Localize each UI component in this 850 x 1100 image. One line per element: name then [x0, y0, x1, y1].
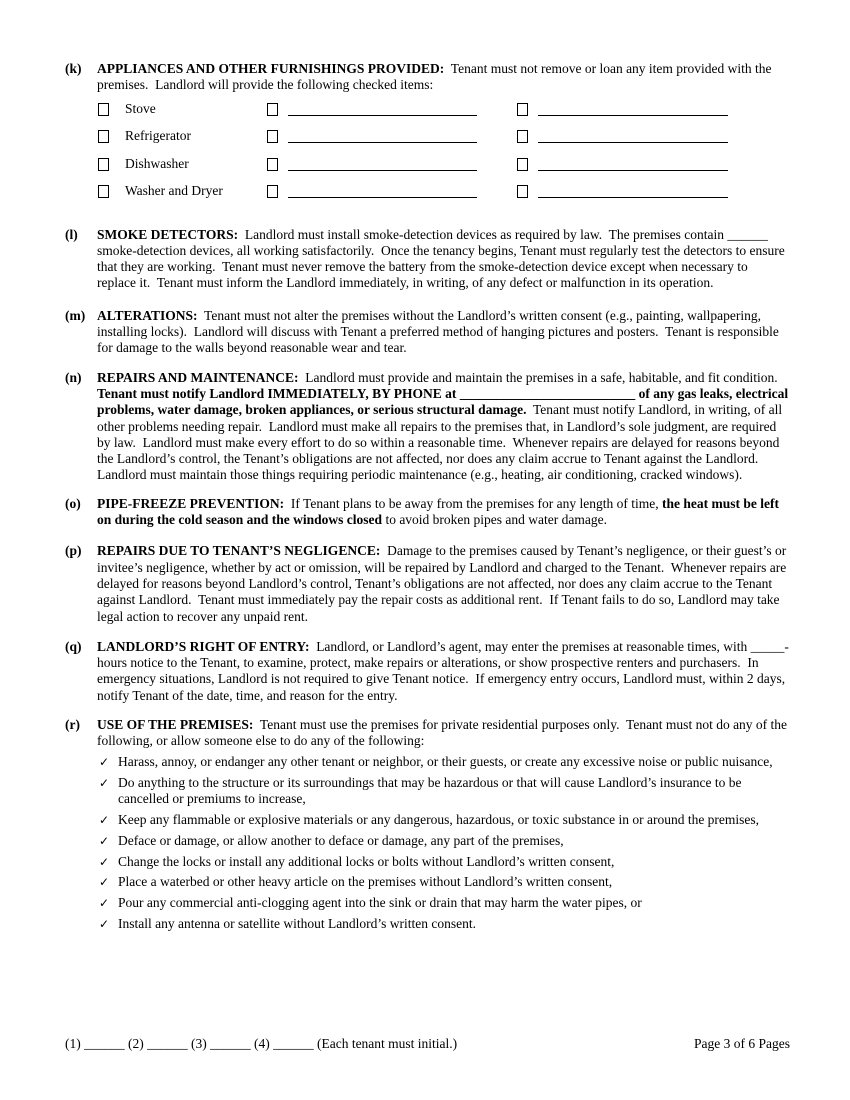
- blank-line[interactable]: [288, 157, 477, 171]
- section-text: Damage to the premises caused by Tenant’s negligence, or their guest’s or invitee’s negligence, whether by act or omission, will be repaired by Landlord and charged to the Tenant. Whenever repairs are delayed for reasons beyond Landlord’s control, Tenant’s obligations are not affected, nor does any claim accrue to the Tenant against Landlord. Tenant must immediately pay the repair costs as additional rent. If Tenant fails to do so, Landlord may take legal action to recover any unpaid rent.: [97, 543, 790, 624]
- list-item: [97, 812, 790, 828]
- check-icon: ✓: [99, 813, 110, 827]
- list-item: [97, 874, 790, 890]
- section-title: LANDLORD’S RIGHT OF ENTRY:: [97, 638, 310, 654]
- section-title: REPAIRS DUE TO TENANT’S NEGLIGENCE:: [97, 543, 381, 559]
- list-item: [97, 754, 790, 770]
- blank-line[interactable]: [538, 157, 728, 171]
- checkbox[interactable]: [267, 130, 278, 143]
- check-icon: ✓: [99, 896, 110, 911]
- section-text: Landlord must provide and maintain the premises in a safe, habitable, and fit condition.: [298, 369, 785, 385]
- tenant-initials-line[interactable]: (1) ______ (2) ______ (3) ______ (4) ______ (Each tenant must initial.): [65, 1036, 458, 1051]
- checkbox[interactable]: [267, 103, 278, 116]
- section-title: USE OF THE PREMISES:: [97, 717, 254, 733]
- check-icon: ✓: [99, 775, 110, 790]
- section-alterations: [65, 308, 790, 357]
- section-repairs-maintenance: [65, 370, 790, 484]
- section-paragraph: [97, 370, 790, 484]
- section-title: SMOKE DETECTORS:: [97, 226, 239, 242]
- appliance-label: Refrigerator: [125, 128, 191, 144]
- page-number: Page 3 of 6 Pages: [694, 1036, 790, 1051]
- section-paragraph: [97, 543, 790, 624]
- section-text: Landlord, or Landlord’s agent, may enter the premises at reasonable times, with _____-hours notice to the Tenant, to examine, protect, make repairs or alterations, or show prospective renters and purchasers. In emergency situations, Landlord is not required to give Tenant notice. If emergency entry occurs, Landlord must, within 2 days, notify Tenant of the date, time, and reason for the entry.: [97, 638, 789, 703]
- check-icon: ✓: [99, 755, 110, 770]
- appliance-label: Dishwasher: [125, 155, 189, 171]
- section-text: Tenant must not remove or loan any item provided with the premises. Landlord will provide the following checked items:: [97, 61, 775, 93]
- appliance-row: [97, 156, 790, 184]
- list-item: [97, 775, 790, 808]
- section-label: (p): [65, 543, 82, 559]
- check-icon: ✓: [99, 833, 110, 848]
- appliance-label: Washer and Dryer: [125, 183, 223, 199]
- checkbox[interactable]: [517, 103, 528, 116]
- section-label: (q): [65, 638, 82, 654]
- lease-document-body: [65, 61, 790, 932]
- section-smoke-detectors: [65, 227, 790, 292]
- appliance-row: [97, 128, 790, 156]
- section-label: (l): [65, 226, 78, 242]
- list-item: [97, 895, 790, 911]
- blank-line[interactable]: [288, 129, 477, 143]
- section-tenant-negligence: [65, 543, 790, 624]
- section-title: PIPE-FREEZE PREVENTION:: [97, 495, 285, 511]
- list-item: [97, 833, 790, 849]
- section-text: to avoid broken pipes and water damage.: [382, 512, 607, 528]
- blank-line[interactable]: [288, 102, 477, 116]
- blank-line[interactable]: [538, 184, 728, 198]
- section-paragraph: [97, 717, 790, 750]
- section-label: (m): [65, 307, 86, 323]
- section-paragraph: [97, 227, 790, 292]
- section-label: (o): [65, 495, 81, 511]
- checkbox[interactable]: [517, 185, 528, 198]
- page-footer: [65, 1036, 790, 1052]
- section-paragraph: [97, 308, 790, 357]
- list-item: [97, 916, 790, 932]
- section-bold-text: the heat must be left on during the cold season and the windows closed: [97, 495, 783, 528]
- section-paragraph: [97, 61, 790, 94]
- checkbox[interactable]: [517, 158, 528, 171]
- prohibited-uses-list: [97, 754, 790, 932]
- appliance-row: [97, 183, 790, 211]
- section-right-of-entry: [65, 639, 790, 704]
- list-item-text: Place a waterbed or other heavy article on the premises without Landlord’s written consent,: [118, 874, 613, 890]
- list-item-text: Do anything to the structure or its surroundings that may be hazardous or that will cause Landlord’s insurance to be cancelled or premiums to increase,: [118, 774, 745, 807]
- list-item-text: Harass, annoy, or endanger any other tenant or neighbor, or their guests, or create any excessive noise or public nuisance,: [118, 754, 773, 770]
- appliance-checklist: [97, 101, 790, 211]
- section-pipe-freeze: [65, 496, 790, 529]
- section-title: REPAIRS AND MAINTENANCE:: [97, 369, 299, 385]
- list-item-text: Keep any flammable or explosive materials or any dangerous, hazardous, or toxic substance in or around the premises,: [118, 812, 760, 827]
- check-icon: ✓: [99, 854, 110, 869]
- checkbox[interactable]: [98, 103, 109, 116]
- section-label: (k): [65, 61, 82, 76]
- section-appliances: [65, 61, 790, 211]
- checkbox[interactable]: [267, 158, 278, 171]
- section-paragraph: [97, 639, 790, 704]
- section-bold-text: Tenant must notify Landlord IMMEDIATELY, BY PHONE at __________________________ of any gas leaks, electrical problems, water damage, broken appliances, or serious structural damage.: [97, 385, 792, 418]
- list-item-text: Pour any commercial anti-clogging agent into the sink or drain that may harm the water pipes, or: [118, 895, 642, 911]
- blank-line[interactable]: [538, 129, 728, 143]
- checkbox[interactable]: [98, 130, 109, 143]
- list-item: [97, 854, 790, 870]
- list-item-text: Deface or damage, or allow another to deface or damage, any part of the premises,: [118, 832, 564, 848]
- list-item-text: Install any antenna or satellite without Landlord’s written consent.: [118, 915, 477, 931]
- section-text: Landlord must install smoke-detection devices as required by law. The premises contain ______ smoke-detection devices, all working satisfactorily. Once the tenancy begins, Tenant must regularly test the detectors to ensure that they are working. Tenant must never remove the battery from the smoke-detection device except when necessary to replace it. Tenant must inform the Landlord immediately, in writing, of any defect or malfunction in its operation.: [97, 226, 789, 291]
- check-icon: ✓: [99, 875, 110, 890]
- section-label: (n): [65, 369, 82, 385]
- list-item-text: Change the locks or install any additional locks or bolts without Landlord’s written consent,: [118, 853, 615, 869]
- section-text: Tenant must use the premises for private residential purposes only. Tenant must not do any of the following, or allow someone else to do any of the following:: [97, 717, 791, 749]
- section-text: Tenant must notify Landlord, in writing, of all other problems needing repair. Landlord must make all repairs to the premises that, in Landlord’s sole judgment, are required by law. Landlord must make every effort to do so within a reasonable time. Whenever repairs are delayed for reasons beyond the Landlord’s control, the Tenant’s obligations are not affected, nor does any claim accrue to Tenant against the Landlord. Landlord must maintain those things requiring periodic maintenance (e.g., heating, air conditioning, cracked windows).: [97, 402, 786, 483]
- blank-line[interactable]: [538, 102, 728, 116]
- checkbox[interactable]: [267, 185, 278, 198]
- section-paragraph: [97, 496, 790, 529]
- section-text: If Tenant plans to be away from the premises for any length of time,: [284, 495, 662, 511]
- appliance-row: [97, 101, 790, 129]
- checkbox[interactable]: [98, 185, 109, 198]
- check-icon: ✓: [99, 916, 110, 931]
- section-use-of-premises: [65, 717, 790, 932]
- blank-line[interactable]: [288, 184, 477, 198]
- section-label: (r): [65, 717, 80, 733]
- section-title: APPLIANCES AND OTHER FURNISHINGS PROVIDED:: [97, 61, 445, 76]
- checkbox[interactable]: [98, 158, 109, 171]
- section-title: ALTERATIONS:: [97, 307, 198, 323]
- section-text: Tenant must not alter the premises without the Landlord’s written consent (e.g., painting, wallpapering, installing locks). Landlord will discuss with Tenant a preferred method of hanging pictures and posters. Tenant is responsible for damage to the walls beyond reasonable wear and tear.: [97, 307, 783, 356]
- appliance-label: Stove: [125, 100, 156, 116]
- checkbox[interactable]: [517, 130, 528, 143]
